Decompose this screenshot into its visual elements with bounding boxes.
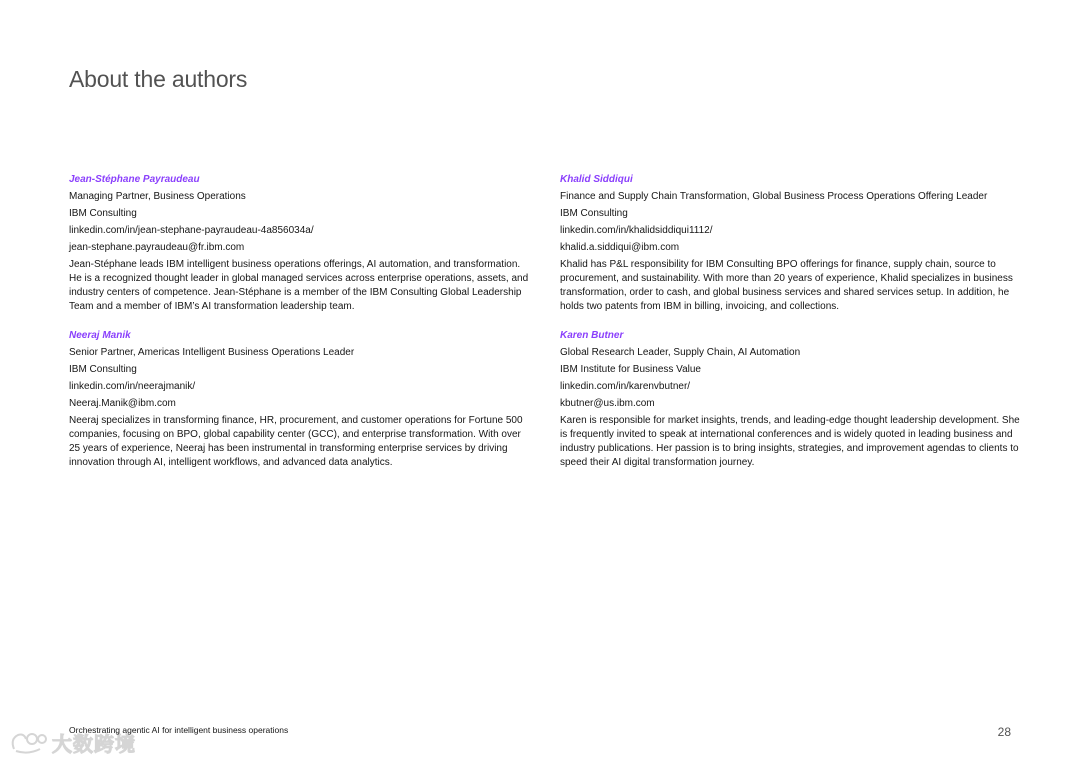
author-email-link[interactable]: Neeraj.Manik@ibm.com bbox=[69, 398, 176, 409]
watermark-text: 大数跨境 bbox=[52, 734, 136, 756]
watermark-logo-icon bbox=[8, 729, 48, 757]
author-name: Jean-Stéphane Payraudeau bbox=[69, 174, 200, 185]
author-linkedin-link[interactable]: linkedin.com/in/karenvbutner/ bbox=[560, 381, 691, 392]
author-linkedin-link[interactable]: linkedin.com/in/khalidsiddiqui1112/ bbox=[560, 225, 713, 236]
author-card-butner bbox=[560, 329, 1020, 470]
author-role: Managing Partner, Business Operations bbox=[69, 191, 246, 202]
page-title: About the authors bbox=[69, 66, 248, 92]
author-bio: Khalid has P&L responsibility for IBM Consulting BPO offerings for finance, supply chain, source to procurement, and sustainability. With more than 20 years of experience, Khalid specializes in business transformation, order to cash, and global business services and shared services setup. In addition, he holds two patents from IBM in billing, invoicing, and collections. bbox=[560, 259, 1013, 312]
author-org: IBM Consulting bbox=[69, 208, 137, 219]
author-email-link[interactable]: khalid.a.siddiqui@ibm.com bbox=[560, 242, 680, 253]
author-bio: Jean-Stéphane leads IBM intelligent business operations offerings, AI automation, and transformation. He is a recognized thought leader in global managed services across enterprise operations, assets, and industry centers of competence. Jean-Stéphane is a member of the IBM Consulting Global Leadership Team and a member of IBM’s AI transformation leadership team. bbox=[69, 259, 529, 312]
author-name: Khalid Siddiqui bbox=[560, 174, 633, 185]
author-card-payraudeau bbox=[69, 173, 529, 314]
author-name: Neeraj Manik bbox=[69, 330, 131, 341]
author-linkedin-link[interactable]: linkedin.com/in/jean-stephane-payraudeau-4a856034a/ bbox=[69, 225, 314, 236]
author-name: Karen Butner bbox=[560, 330, 624, 341]
author-org: IBM Consulting bbox=[69, 364, 137, 375]
footer-document-title: Orchestrating agentic AI for intelligent business operations bbox=[69, 725, 289, 735]
author-org: IBM Consulting bbox=[560, 208, 628, 219]
author-bio: Neeraj specializes in transforming finance, HR, procurement, and customer operations for Fortune 500 companies, focusing on BPO, global capability center (GCC), and enterprise transformation. With over 25 years of experience, Neeraj has been instrumental in transforming enterprise services by driving innovation through AI, intelligent workflows, and advanced data analytics. bbox=[69, 415, 523, 468]
author-linkedin-link[interactable]: linkedin.com/in/neerajmanik/ bbox=[69, 381, 196, 392]
author-role: Senior Partner, Americas Intelligent Business Operations Leader bbox=[69, 347, 355, 358]
author-role: Finance and Supply Chain Transformation, Global Business Process Operations Offering Leader bbox=[560, 191, 988, 202]
author-bio: Karen is responsible for market insights, trends, and leading-edge thought leadership development. She is frequently invited to speak at international conferences and is widely quoted in leading business and industry publications. Her passion is to bring insights, strategies, and improvement agendas to clients to speed their AI digital transformation journey. bbox=[560, 415, 1020, 468]
author-card-siddiqui bbox=[560, 173, 1020, 314]
author-card-manik bbox=[69, 329, 529, 470]
page-number: 28 bbox=[997, 725, 1011, 739]
author-email-link[interactable]: kbutner@us.ibm.com bbox=[560, 398, 655, 409]
author-email-link[interactable]: jean-stephane.payraudeau@fr.ibm.com bbox=[69, 242, 245, 253]
author-role: Global Research Leader, Supply Chain, AI Automation bbox=[560, 347, 801, 358]
author-org: IBM Institute for Business Value bbox=[560, 364, 701, 375]
